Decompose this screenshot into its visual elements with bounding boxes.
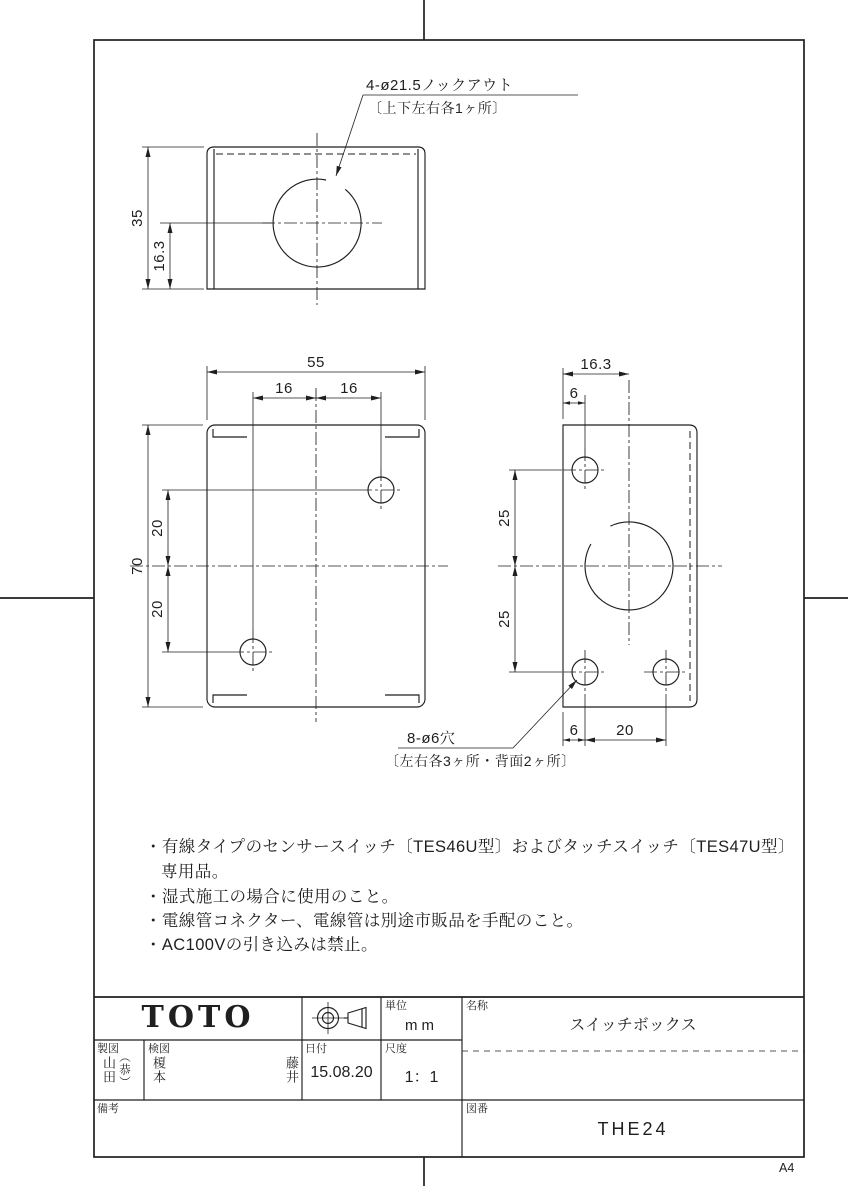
remarks-label: 備考 bbox=[97, 1103, 119, 1115]
note-line-5: ・AC100Vの引き込みは禁止。 bbox=[145, 936, 378, 954]
dim-side-lower25: 25 bbox=[496, 610, 513, 628]
checker-label: 検図 bbox=[148, 1043, 170, 1055]
scale-label: 尺度 bbox=[385, 1043, 407, 1055]
dim-front-width: 55 bbox=[307, 354, 325, 371]
knockout-note-sub: 〔上下左右各1ヶ所〕 bbox=[368, 100, 507, 116]
name-label: 名称 bbox=[466, 1000, 488, 1012]
scale-value: 1：1 bbox=[404, 1069, 439, 1086]
knockout-note-title: 4-ø21.5ノックアウト bbox=[366, 77, 514, 94]
drafter-note: （恭） bbox=[118, 1051, 130, 1089]
drafter-name: 山田 bbox=[101, 1056, 116, 1084]
checker-name-1: 榎本 bbox=[151, 1056, 166, 1084]
drawing-number-label: 図番 bbox=[466, 1103, 488, 1115]
dim-top-hole-offset: 16.3 bbox=[151, 240, 168, 272]
top-view bbox=[129, 77, 578, 305]
dim-top-depth: 35 bbox=[129, 209, 146, 227]
dim-side-top6: 6 bbox=[569, 385, 579, 402]
note-line-4: ・電線管コネクター、電線管は別途市販品を手配のこと。 bbox=[145, 912, 584, 930]
toto-logo: TOTO bbox=[141, 1000, 255, 1035]
unit-label: 単位 bbox=[385, 1000, 407, 1012]
note-line-3: ・湿式施工の場合に使用のこと。 bbox=[145, 888, 399, 906]
front-view bbox=[129, 354, 448, 722]
dim-front-hole-left: 16 bbox=[275, 380, 293, 397]
projection-symbol-icon bbox=[312, 1002, 366, 1034]
dim-front-hole-right: 16 bbox=[340, 380, 358, 397]
dim-front-upper20: 20 bbox=[149, 519, 166, 537]
dim-side-center: 16.3 bbox=[580, 356, 612, 373]
holes-note-title: 8-ø6穴 bbox=[407, 730, 456, 747]
holes-leader bbox=[513, 680, 577, 748]
dim-front-lower20: 20 bbox=[149, 600, 166, 618]
dim-side-upper25: 25 bbox=[496, 509, 513, 527]
side-view bbox=[385, 356, 722, 769]
paper-size-label: A4 bbox=[779, 1161, 795, 1175]
holes-note-sub: 〔左右各3ヶ所・背面2ヶ所〕 bbox=[385, 753, 576, 769]
part-name: スイッチボックス bbox=[569, 1017, 697, 1034]
dim-side-bottom20: 20 bbox=[616, 722, 634, 739]
knockout-leader bbox=[336, 95, 363, 176]
note-line-1: ・有線タイプのセンサースイッチ〔TES46U型〕およびタッチスイッチ〔TES47U型〕 bbox=[145, 838, 795, 856]
note-line-2: 専用品。 bbox=[161, 863, 229, 881]
date-label: 日付 bbox=[305, 1043, 327, 1055]
unit-value: mm bbox=[405, 1017, 438, 1034]
date-value: 15.08.20 bbox=[310, 1064, 373, 1081]
dim-side-bottom6: 6 bbox=[569, 722, 579, 739]
checker-name-2: 藤井 bbox=[284, 1056, 299, 1084]
drawing-number-value: THE24 bbox=[597, 1119, 669, 1139]
drafter-label: 製図 bbox=[97, 1043, 119, 1055]
dim-front-height: 70 bbox=[129, 557, 146, 575]
